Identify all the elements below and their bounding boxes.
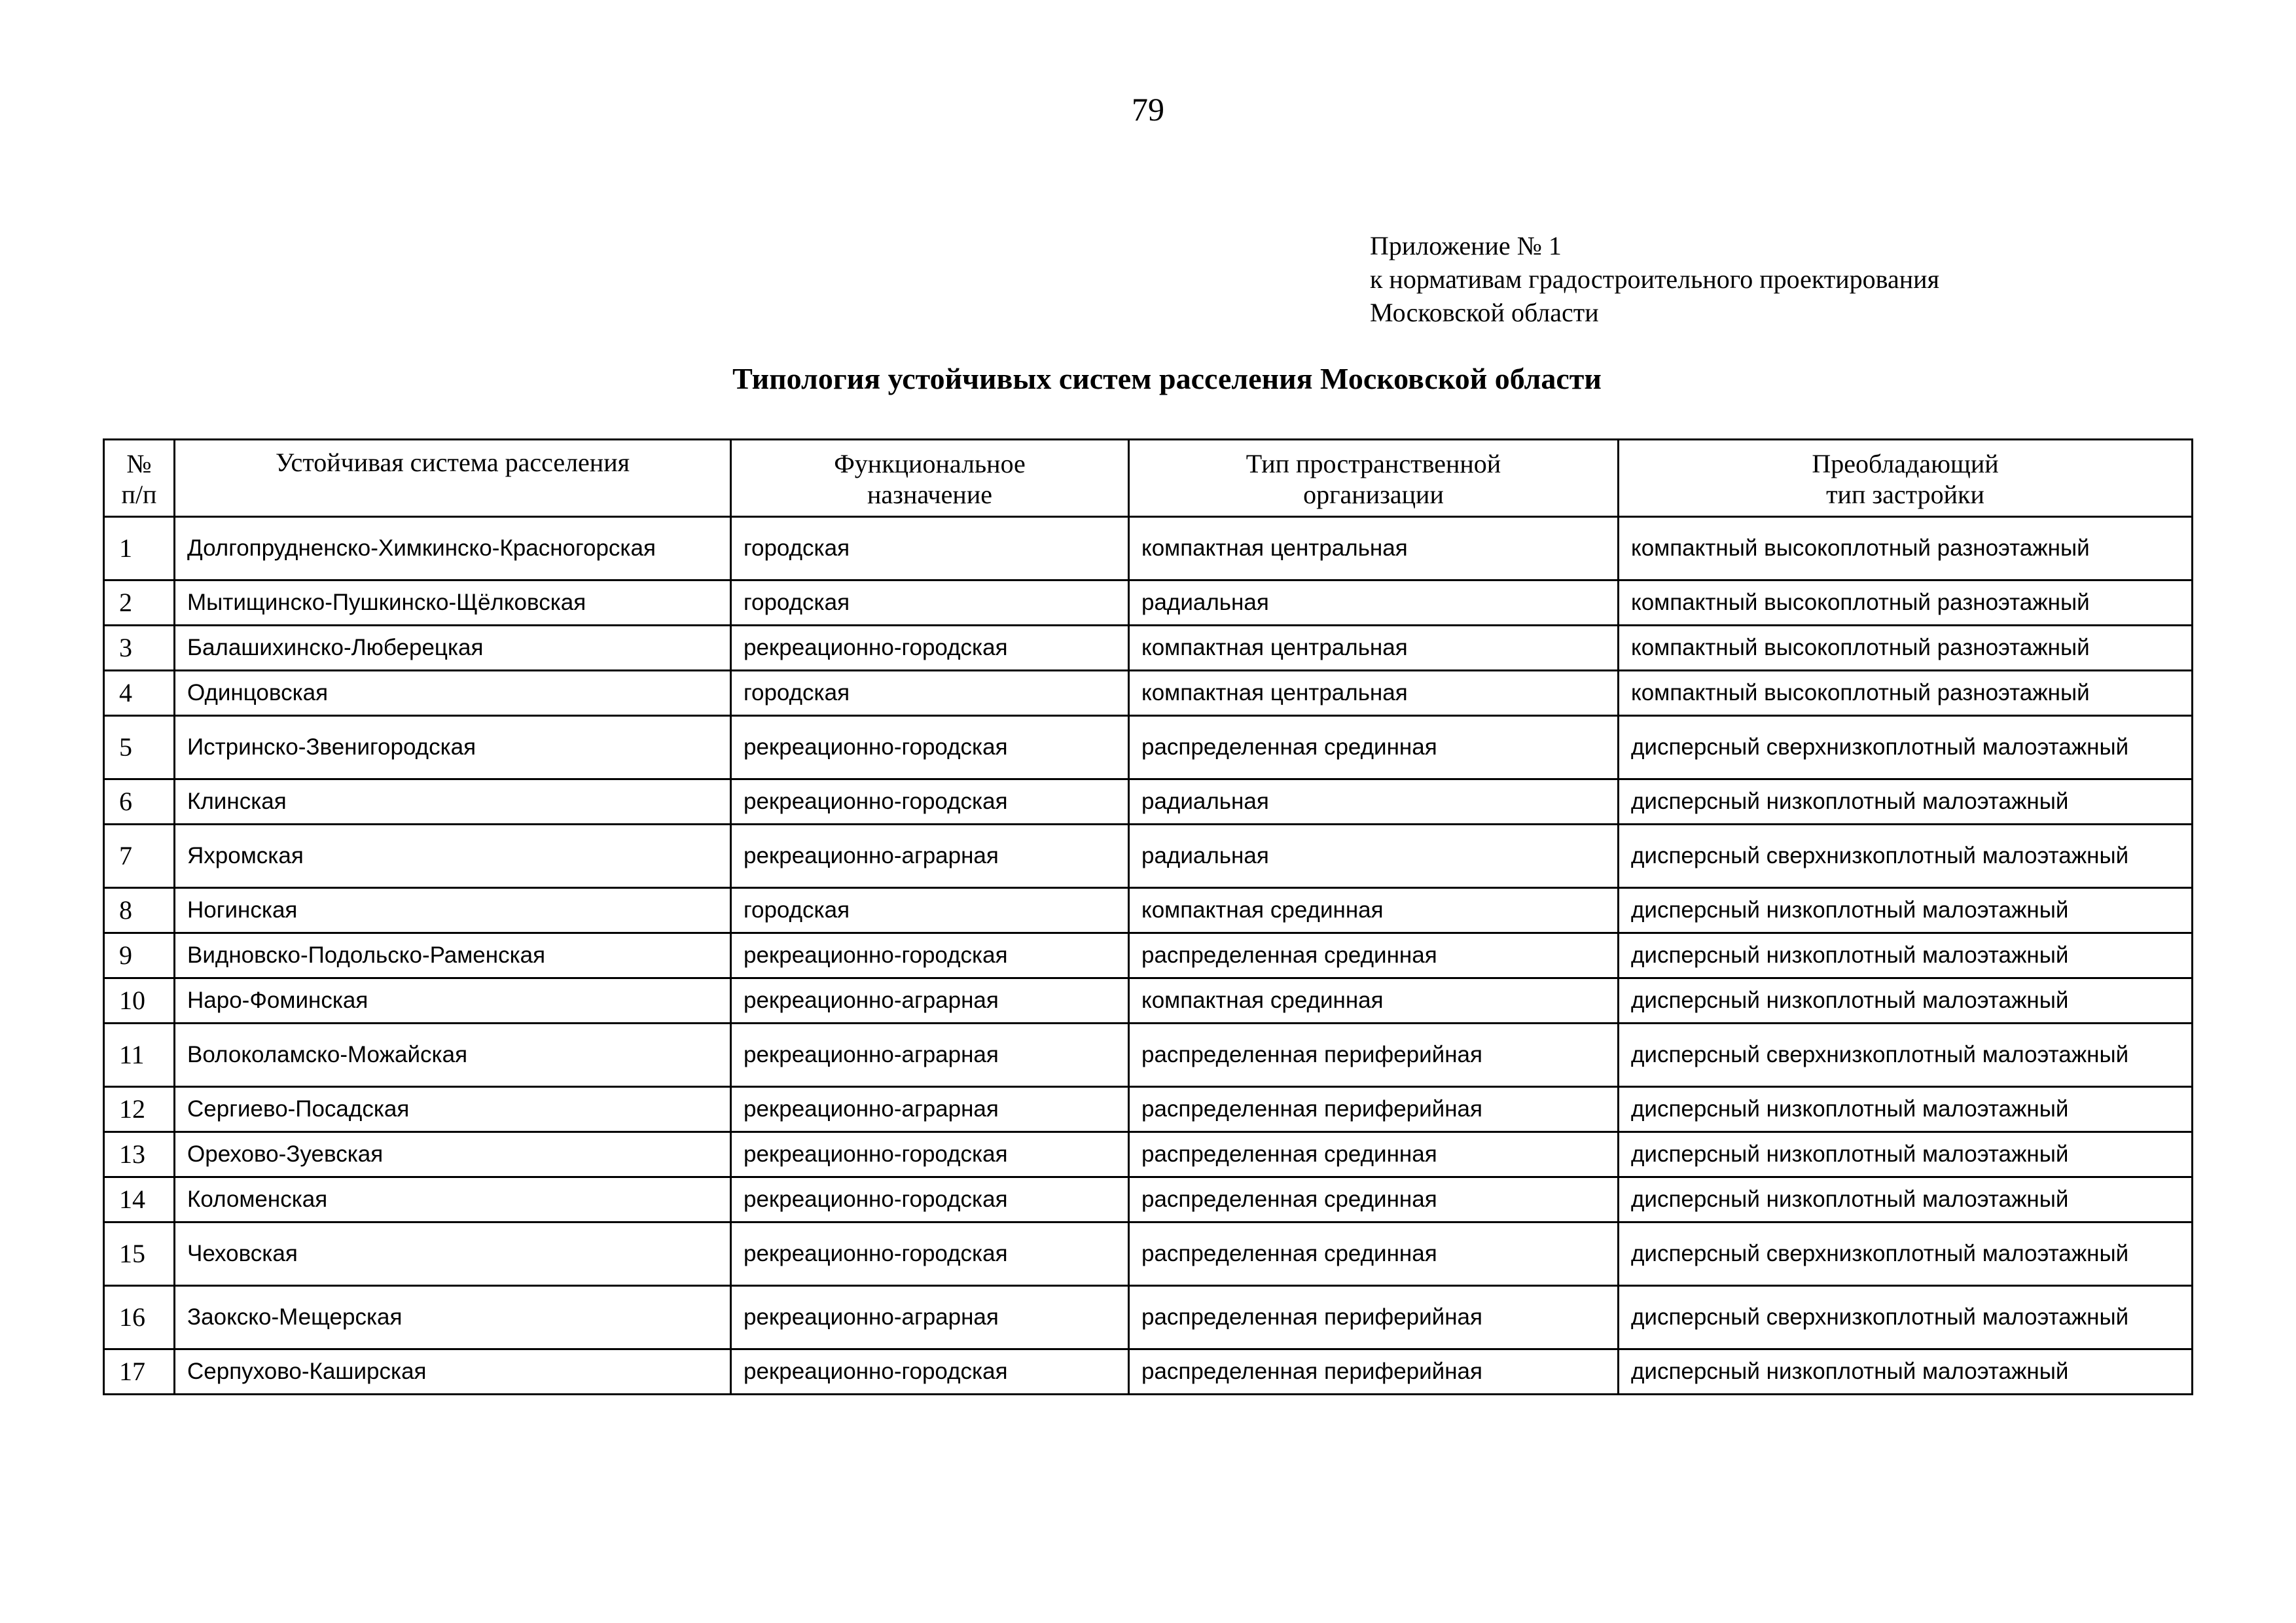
row-function: рекреационно-аграрная — [731, 1286, 1129, 1349]
row-function: рекреационно-городская — [731, 1222, 1129, 1286]
row-spatial-type: распределенная периферийная — [1129, 1286, 1619, 1349]
row-spatial-type: распределенная срединная — [1129, 1177, 1619, 1222]
row-building-type: дисперсный сверхнизкоплотный малоэтажный — [1619, 1286, 2193, 1349]
row-function: рекреационно-аграрная — [731, 825, 1129, 888]
row-number: 8 — [104, 888, 175, 933]
row-function: рекреационно-городская — [731, 1177, 1129, 1222]
row-spatial-type: распределенная срединная — [1129, 716, 1619, 779]
header-number: № п/п — [104, 440, 175, 517]
row-system: Балашихинско-Люберецкая — [175, 626, 731, 671]
row-building-type: дисперсный низкоплотный малоэтажный — [1619, 978, 2193, 1024]
row-spatial-type: компактная центральная — [1129, 626, 1619, 671]
row-building-type: дисперсный низкоплотный малоэтажный — [1619, 933, 2193, 978]
table-row — [104, 978, 2193, 1024]
row-system: Наро-Фоминская — [175, 978, 731, 1024]
row-number: 1 — [104, 517, 175, 580]
row-system: Одинцовская — [175, 671, 731, 716]
row-function: рекреационно-аграрная — [731, 978, 1129, 1024]
row-spatial-type: распределенная периферийная — [1129, 1087, 1619, 1132]
annex-line-2: к нормативам градостроительного проектирования — [1370, 264, 1939, 294]
settlement-systems-table — [103, 438, 2193, 1395]
row-building-type: дисперсный низкоплотный малоэтажный — [1619, 1132, 2193, 1177]
row-number: 9 — [104, 933, 175, 978]
row-building-type: компактный высокоплотный разноэтажный — [1619, 517, 2193, 580]
row-building-type: дисперсный низкоплотный малоэтажный — [1619, 888, 2193, 933]
row-building-type: дисперсный низкоплотный малоэтажный — [1619, 1349, 2193, 1395]
row-number: 2 — [104, 580, 175, 626]
row-function: рекреационно-городская — [731, 716, 1129, 779]
row-number: 16 — [104, 1286, 175, 1349]
row-system: Долгопрудненско-Химкинско-Красногорская — [175, 517, 731, 580]
row-spatial-type: компактная центральная — [1129, 671, 1619, 716]
row-spatial-type: распределенная срединная — [1129, 933, 1619, 978]
row-function: рекреационно-городская — [731, 626, 1129, 671]
row-system: Клинская — [175, 779, 731, 825]
row-system: Чеховская — [175, 1222, 731, 1286]
row-number: 15 — [104, 1222, 175, 1286]
row-system: Видновско-Подольско-Раменская — [175, 933, 731, 978]
table-row — [104, 1087, 2193, 1132]
row-spatial-type: компактная срединная — [1129, 888, 1619, 933]
row-system: Ногинская — [175, 888, 731, 933]
row-function: рекреационно-городская — [731, 933, 1129, 978]
row-system: Волоколамско-Можайская — [175, 1024, 731, 1087]
row-spatial-type: распределенная периферийная — [1129, 1349, 1619, 1395]
row-system: Серпухово-Каширская — [175, 1349, 731, 1395]
document-title: Типология устойчивых систем расселения Московской области — [732, 362, 1602, 395]
row-number: 5 — [104, 716, 175, 779]
row-function: рекреационно-аграрная — [731, 1024, 1129, 1087]
table-row — [104, 1132, 2193, 1177]
table-header-row — [104, 440, 2193, 517]
table-row — [104, 580, 2193, 626]
table-row — [104, 1286, 2193, 1349]
table-row — [104, 1222, 2193, 1286]
row-system: Заокско-Мещерская — [175, 1286, 731, 1349]
row-function: рекреационно-аграрная — [731, 1087, 1129, 1132]
table-row — [104, 779, 2193, 825]
row-spatial-type: распределенная периферийная — [1129, 1024, 1619, 1087]
row-system: Коломенская — [175, 1177, 731, 1222]
table-row — [104, 1177, 2193, 1222]
annex-block — [1370, 229, 1939, 329]
table-row — [104, 626, 2193, 671]
row-spatial-type: распределенная срединная — [1129, 1222, 1619, 1286]
row-building-type: дисперсный сверхнизкоплотный малоэтажный — [1619, 1222, 2193, 1286]
annex-line-1: Приложение № 1 — [1370, 231, 1562, 260]
row-number: 10 — [104, 978, 175, 1024]
row-building-type: компактный высокоплотный разноэтажный — [1619, 580, 2193, 626]
table-row — [104, 825, 2193, 888]
row-building-type: компактный высокоплотный разноэтажный — [1619, 671, 2193, 716]
row-spatial-type: распределенная срединная — [1129, 1132, 1619, 1177]
table-row — [104, 1349, 2193, 1395]
row-spatial-type: радиальная — [1129, 779, 1619, 825]
row-function: городская — [731, 888, 1129, 933]
page-number: 79 — [1132, 91, 1164, 128]
table-row — [104, 888, 2193, 933]
row-function: городская — [731, 517, 1129, 580]
annex-line-3: Московской области — [1370, 298, 1599, 327]
header-function: Функциональное назначение — [731, 440, 1129, 517]
row-building-type: дисперсный низкоплотный малоэтажный — [1619, 1177, 2193, 1222]
header-spatial-type: Тип пространственной организации — [1129, 440, 1619, 517]
row-spatial-type: радиальная — [1129, 825, 1619, 888]
row-spatial-type: радиальная — [1129, 580, 1619, 626]
row-function: городская — [731, 671, 1129, 716]
header-building-type: Преобладающий тип застройки — [1619, 440, 2193, 517]
row-spatial-type: компактная центральная — [1129, 517, 1619, 580]
row-function: рекреационно-городская — [731, 1132, 1129, 1177]
row-number: 11 — [104, 1024, 175, 1087]
row-system: Орехово-Зуевская — [175, 1132, 731, 1177]
row-function: рекреационно-городская — [731, 1349, 1129, 1395]
row-system: Мытищинско-Пушкинско-Щёлковская — [175, 580, 731, 626]
table-row — [104, 1024, 2193, 1087]
row-building-type: дисперсный низкоплотный малоэтажный — [1619, 779, 2193, 825]
row-building-type: компактный высокоплотный разноэтажный — [1619, 626, 2193, 671]
table-row — [104, 671, 2193, 716]
row-building-type: дисперсный низкоплотный малоэтажный — [1619, 1087, 2193, 1132]
row-system: Истринско-Звенигородская — [175, 716, 731, 779]
row-number: 6 — [104, 779, 175, 825]
row-number: 17 — [104, 1349, 175, 1395]
row-number: 7 — [104, 825, 175, 888]
table-row — [104, 716, 2193, 779]
row-number: 12 — [104, 1087, 175, 1132]
table-row — [104, 517, 2193, 580]
row-number: 3 — [104, 626, 175, 671]
row-number: 14 — [104, 1177, 175, 1222]
row-function: рекреационно-городская — [731, 779, 1129, 825]
row-number: 13 — [104, 1132, 175, 1177]
row-building-type: дисперсный сверхнизкоплотный малоэтажный — [1619, 716, 2193, 779]
row-spatial-type: компактная срединная — [1129, 978, 1619, 1024]
row-number: 4 — [104, 671, 175, 716]
row-system: Яхромская — [175, 825, 731, 888]
table-row — [104, 933, 2193, 978]
header-system: Устойчивая система расселения — [175, 440, 731, 517]
row-system: Сергиево-Посадская — [175, 1087, 731, 1132]
row-building-type: дисперсный сверхнизкоплотный малоэтажный — [1619, 1024, 2193, 1087]
row-function: городская — [731, 580, 1129, 626]
row-building-type: дисперсный сверхнизкоплотный малоэтажный — [1619, 825, 2193, 888]
